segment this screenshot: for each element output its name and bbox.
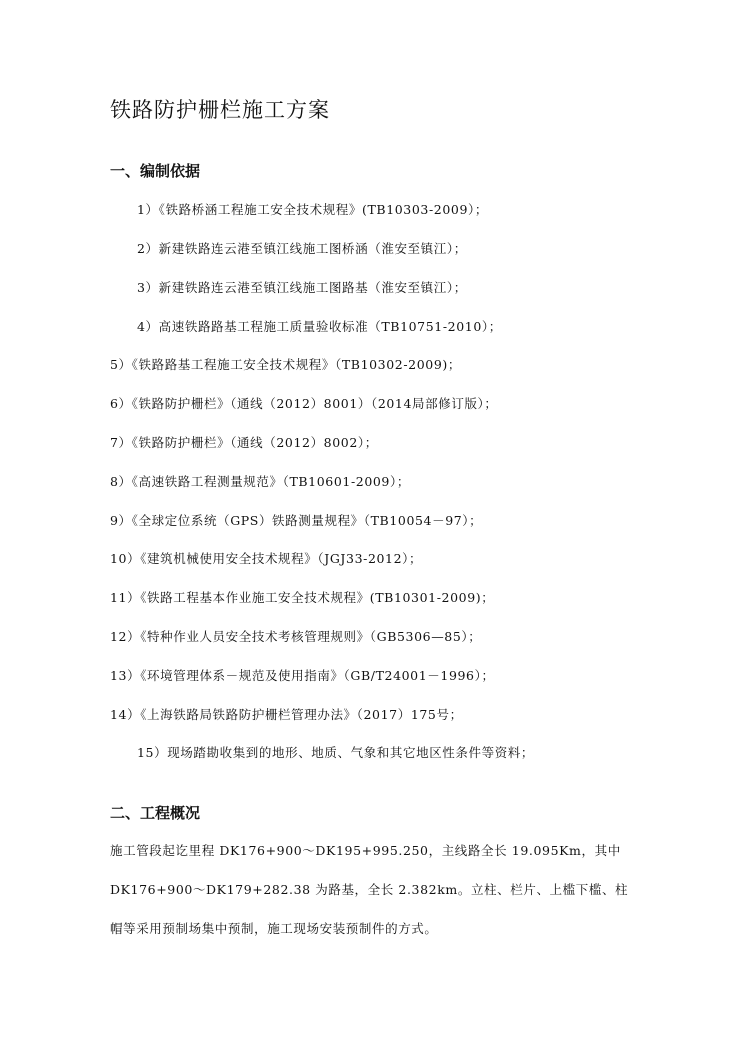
list-item: 7）《铁路防护栅栏》（通线（2012）8002）； xyxy=(110,435,378,450)
list-item: 9）《全球定位系统（GPS）铁路测量规程》（TB10054－97）； xyxy=(110,513,483,528)
list-item: 11）《铁路工程基本作业施工安全技术规程》(TB10301-2009)； xyxy=(110,590,495,605)
section-heading-basis: 一、编制依据 xyxy=(110,162,201,180)
list-item: 2）新建铁路连云港至镇江线施工图桥涵（淮安至镇江）； xyxy=(137,241,467,256)
list-item: 10）《建筑机械使用安全技术规程》（JGJ33-2012）； xyxy=(110,551,423,566)
list-item: 12）《特种作业人员安全技术考核管理规则》（GB5306—85）； xyxy=(110,629,482,644)
list-item: 1）《铁路桥涵工程施工安全技术规程》(TB10303-2009）； xyxy=(137,202,488,217)
list-item: 13）《环境管理体系－规范及使用指南》（GB/T24001－1996）； xyxy=(110,668,495,683)
paragraph-line: DK176+900～DK179+282.38 为路基，全长 2.382km。立柱、栏片、上槛下槛、柱 xyxy=(110,882,629,897)
list-item: 4）高速铁路路基工程施工质量验收标准（TB10751-2010）； xyxy=(137,319,502,334)
list-item: 6）《铁路防护栅栏》（通线（2012）8001）（2014局部修订版）； xyxy=(110,396,498,411)
paragraph-line: 帽等采用预制场集中预制，施工现场安装预制件的方式。 xyxy=(110,921,438,936)
list-item: 3）新建铁路连云港至镇江线施工图路基（淮安至镇江）； xyxy=(137,280,467,295)
list-item: 5）《铁路路基工程施工安全技术规程》（TB10302-2009)； xyxy=(110,357,461,372)
list-item: 15）现场踏勘收集到的地形、地质、气象和其它地区性条件等资料； xyxy=(137,745,535,760)
section-heading-overview: 二、工程概况 xyxy=(110,804,201,822)
list-item: 8）《高速铁路工程测量规范》（TB10601-2009）； xyxy=(110,474,410,489)
list-item: 14）《上海铁路局铁路防护栅栏管理办法》（2017）175号； xyxy=(110,707,463,722)
paragraph-line: 施工管段起讫里程 DK176+900～DK195+995.250，主线路全长 19.095Km，其中 xyxy=(110,843,621,858)
document-title: 铁路防护栅栏施工方案 xyxy=(110,98,330,122)
